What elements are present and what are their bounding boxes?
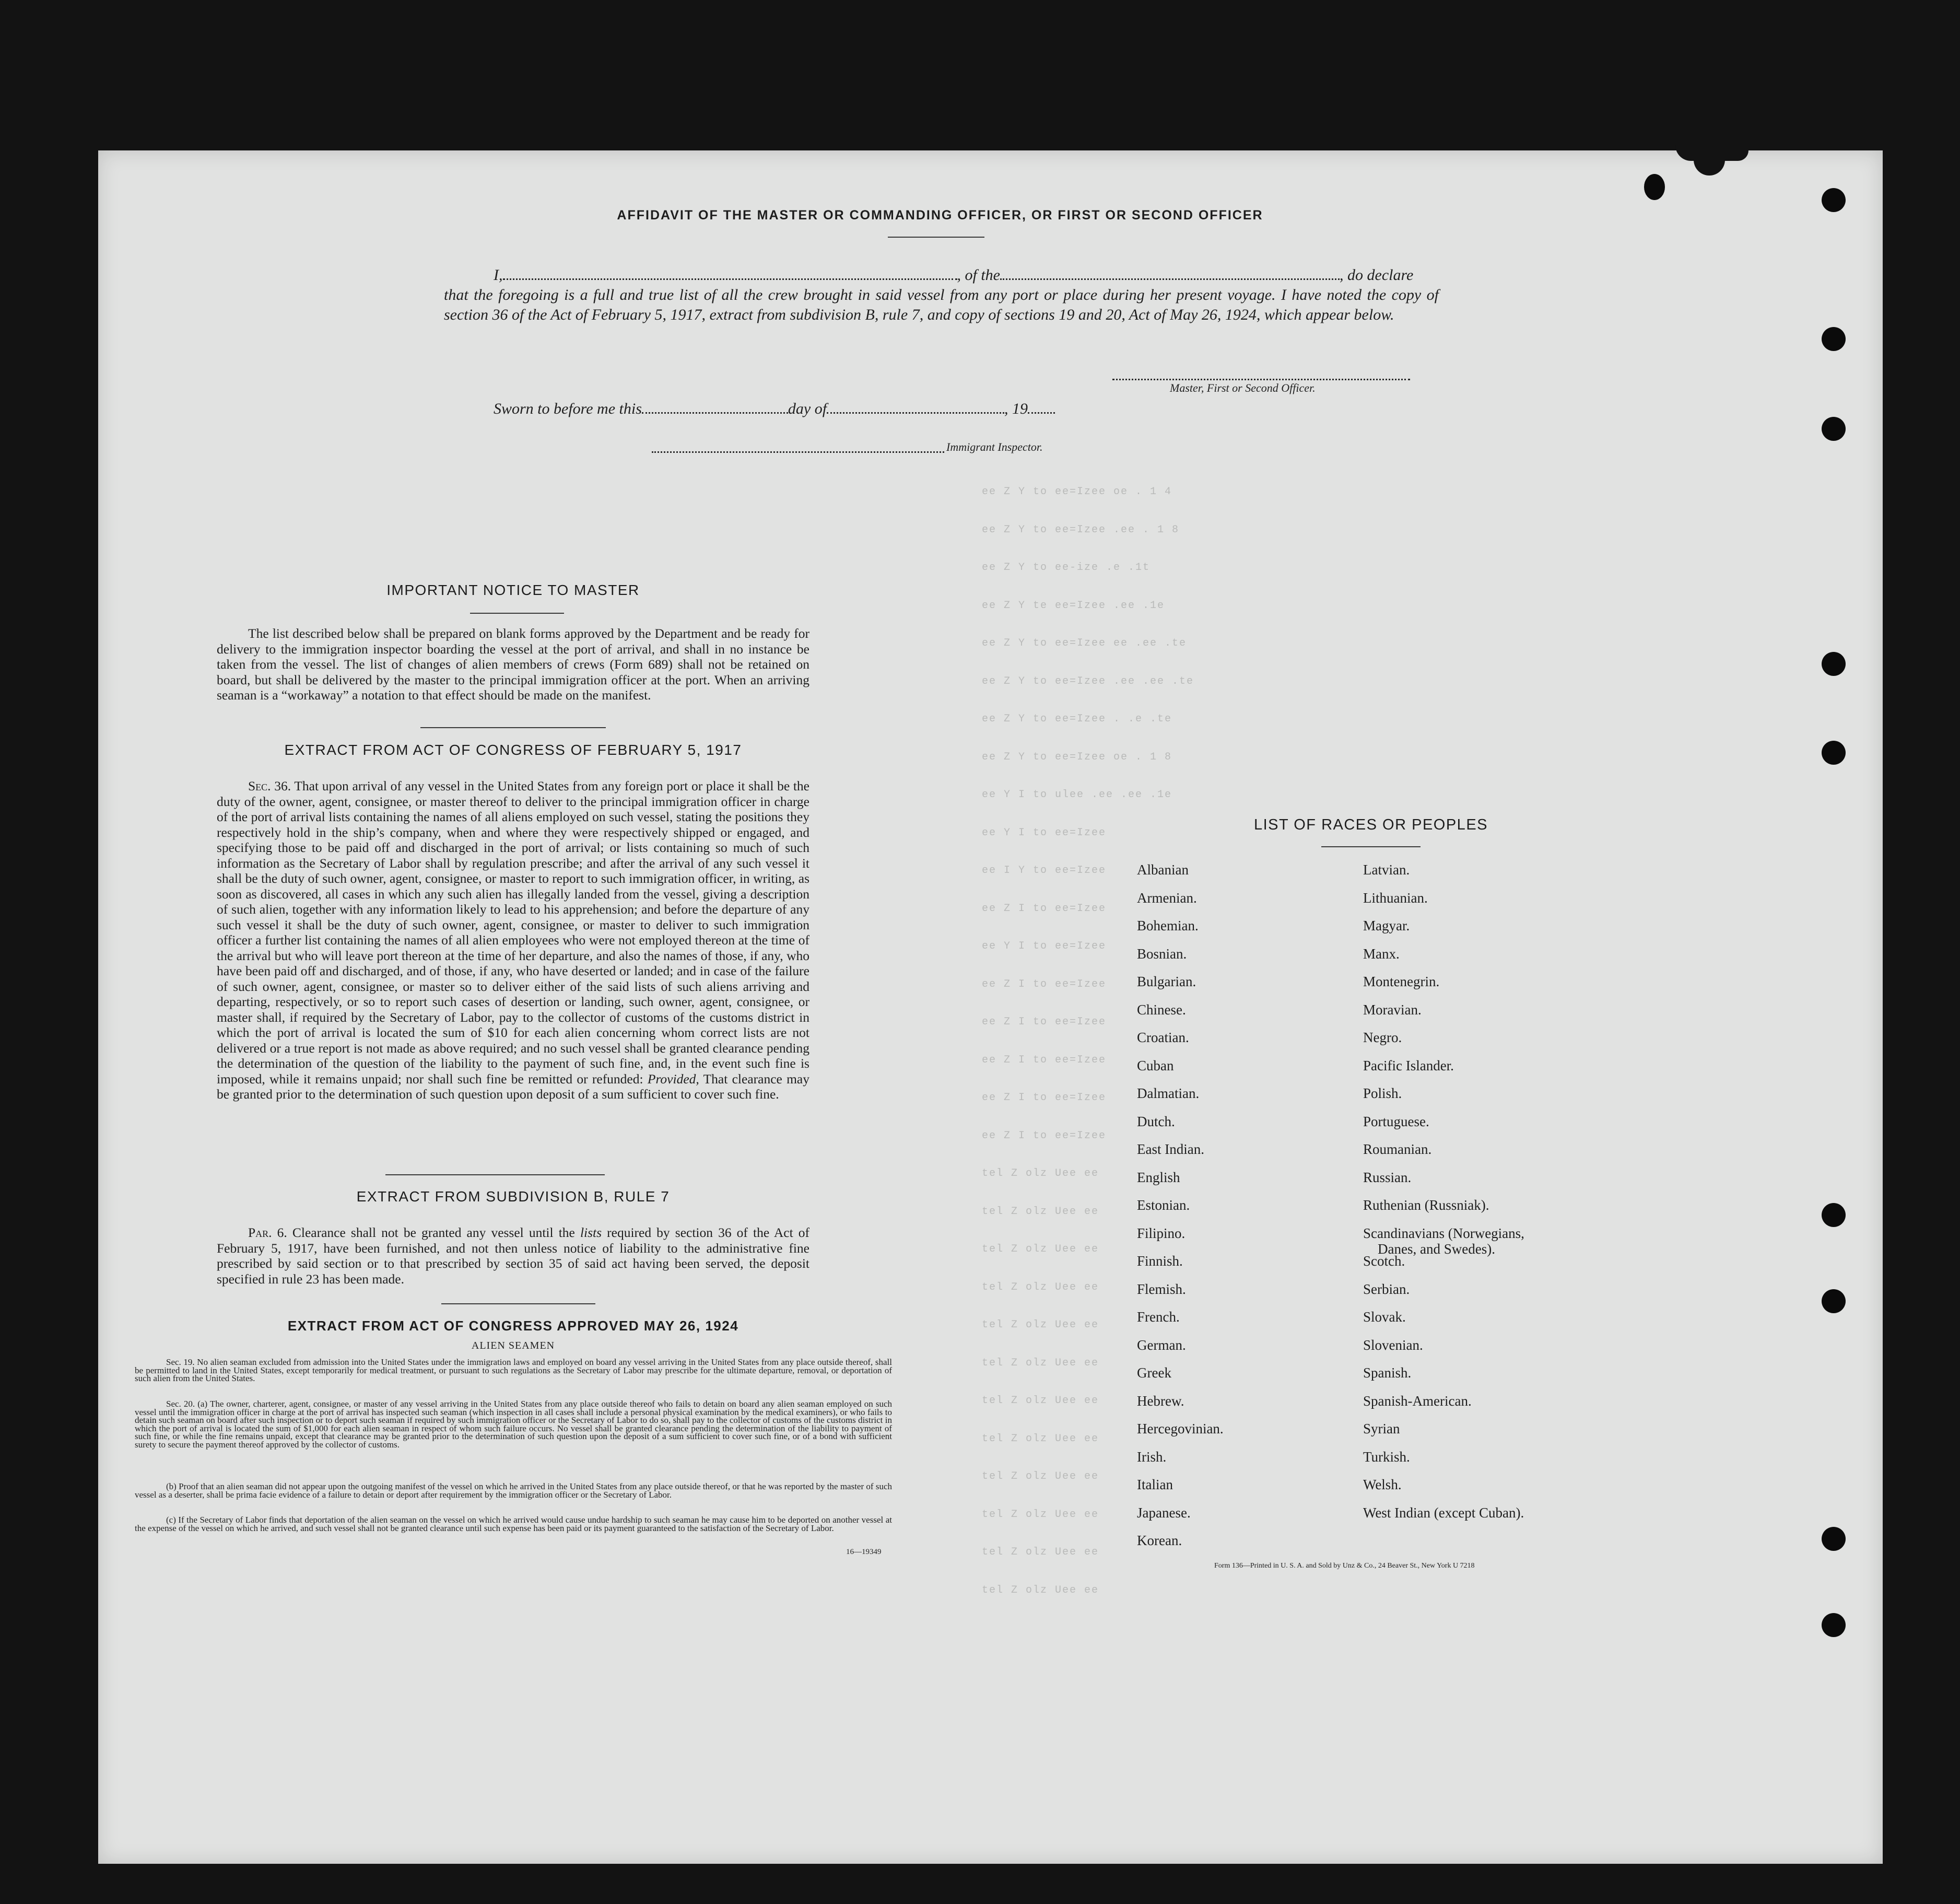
race-item: Roumanian.	[1363, 1141, 1432, 1157]
inspector-label: Immigrant Inspector.	[946, 440, 1043, 453]
race-item: Negro.	[1363, 1030, 1402, 1045]
race-item: Portuguese.	[1363, 1113, 1429, 1129]
race-item: Lithuanian.	[1363, 890, 1428, 906]
race-item: Finnish.	[1137, 1253, 1183, 1269]
punch-hole	[1822, 1527, 1846, 1551]
subdivision-b-body	[217, 1225, 809, 1287]
race-item: German.	[1137, 1337, 1186, 1353]
affidavit-declaration: that the foregoing is a full and true list of all the crew brought in said vessel from any port or place during her present voyage. I have noted the copy of section 36 of the Act of February 5, 1917, extract from subdivision B, rule 7, and copy of sections 19 and 20, Act of May 26, 1924, which appear below.	[444, 286, 1439, 323]
bleed-through-row: ee I Y to ee=Izee	[982, 865, 1107, 877]
race-item: Hercegovinian.	[1137, 1421, 1224, 1436]
race-item: Turkish.	[1363, 1449, 1410, 1465]
sec-36-text: That upon arrival of any vessel in the United States from any foreign port or place it shall be the duty of the owner, agent, consignee, or master thereof to deliver to the principal immigration officer in charge of the port of arrival lists containing the names of all aliens employed on such vessel, stating the positions they respectively hold in the ship’s company, when and where they were respectively shipped or engaged, and specifying those to be paid off and discharged in the port of arrival; or lists containing so much of such information as the Secretary of Labor shall by regulation prescribe; and after the arrival of any such vessel it shall be the duty of such owner, agent, consignee, or master to report to such immigration officer, in writing, as soon as discovered, all cases in which any such alien has illegally landed from the vessel, giving a description of such alien, together with any information likely to lead to his apprehension; and before the departure of any such vessel it shall be the duty of such owner, agent, consignee, or master to deliver to such immigration officer a further list containing the names of all alien employees who were not employed thereon at the time of the arrival but who will leave port thereon at the time of her departure, and also the names of those, if any, who have been paid off and discharged, and of those, if any, who have deserted or landed; and in case of the failure of such owner, agent, consignee, or master so to deliver either of the said lists of such aliens arriving and departing, respectively, or so to report such cases of desertion or landing, such owner, agent, consignee, or master shall, if required by the Secretary of Labor, pay to the collector of customs of the customs district in which the port of arrival is located the sum of $10 for each alien concerning whom correct lists are not delivered or a true report is not made as above required; and no such vessel shall be granted clearance pending the determination of the question of the liability to the payment of such fine, and, in the event such fine is imposed, while it remains unpaid; nor shall such fine be remitted or refunded:	[217, 778, 809, 1087]
bleed-through-row: tel Z olz Uee ee	[982, 1243, 1099, 1255]
race-item: French.	[1137, 1309, 1180, 1325]
divider-rule	[420, 727, 606, 728]
master-signature-line[interactable]	[1112, 379, 1410, 380]
bleed-through-row: tel Z olz Uee ee	[982, 1508, 1099, 1521]
bleed-through-row: ee Y I to ee=Izee	[982, 940, 1107, 952]
bleed-through-row: ee Z Y to ee=Izee .ee .ee .te	[982, 675, 1194, 687]
extract-1917-title: EXTRACT FROM ACT OF CONGRESS OF FEBRUARY 5, 1917	[284, 742, 742, 758]
bleed-through-row: ee Z Y to ee=Izee oe . 1 4	[982, 486, 1172, 498]
sec-20c-text: (c) If the Secretary of Labor finds that deportation of the alien seaman on the vessel on which he arrived would cause undue hardship to such seaman he may cause him to be deported on another vessel at the expense of the vessel on which he arrived, and such vessel shall not be granted clearance until such expense has been paid or its payment guaranteed to the satisfaction of the Secretary of Labor.	[135, 1515, 892, 1533]
bleed-through-row: ee Z Y to ee=Izee . .e .te	[982, 713, 1172, 725]
race-item: Dalmatian.	[1137, 1085, 1200, 1101]
punch-hole	[1822, 1203, 1846, 1227]
race-item: Bulgarian.	[1137, 974, 1196, 989]
race-item: Montenegrin.	[1363, 974, 1440, 989]
bleed-through-row: ee Z I to ee=Izee	[982, 978, 1107, 990]
race-item: Slovenian.	[1363, 1337, 1423, 1353]
notice-rule	[470, 613, 564, 614]
punch-hole	[1822, 652, 1846, 676]
bleed-through-row: tel Z olz Uee ee	[982, 1584, 1099, 1596]
subdivision-b-title: EXTRACT FROM SUBDIVISION B, RULE 7	[356, 1188, 670, 1205]
race-item: Latvian.	[1363, 862, 1410, 878]
bleed-through-row: ee Y I to ee=Izee	[982, 826, 1107, 839]
torn-edge	[1694, 156, 1725, 176]
race-item: Estonian.	[1137, 1197, 1190, 1213]
race-item: Chinese.	[1137, 1001, 1186, 1018]
par-6-text-pre: Clearance shall not be granted any vessel until the	[292, 1225, 575, 1240]
race-item: English	[1137, 1169, 1180, 1185]
race-item: Welsh.	[1363, 1477, 1402, 1492]
race-item: Irish.	[1137, 1449, 1167, 1465]
bleed-through-row: tel Z olz Uee ee	[982, 1432, 1099, 1445]
inspector-signature-line[interactable]	[652, 451, 944, 453]
race-item: Pacific Islander.	[1363, 1057, 1454, 1073]
race-item: Spanish-American.	[1363, 1393, 1472, 1409]
punch-hole	[1644, 174, 1665, 200]
race-item: Russian.	[1363, 1169, 1412, 1185]
title-rule	[888, 237, 984, 238]
race-item: Scandinavians (Norwegians,	[1363, 1225, 1524, 1241]
bleed-through-row: tel Z olz Uee ee	[982, 1470, 1099, 1482]
sec-36-label: Sec. 36.	[248, 778, 291, 793]
punch-hole	[1822, 741, 1846, 765]
name-blank[interactable]	[503, 278, 957, 280]
race-item: Cuban	[1137, 1057, 1174, 1073]
bleed-through-row: ee Z I to ee=Izee	[982, 1054, 1107, 1066]
punch-hole	[1822, 1613, 1846, 1637]
race-item: Dutch.	[1137, 1113, 1175, 1129]
race-item: Moravian.	[1363, 1001, 1422, 1018]
race-item: Spanish.	[1363, 1365, 1412, 1381]
race-item-continued: Danes, and Swedes).	[1378, 1241, 1495, 1257]
bleed-through-row: tel Z olz Uee ee	[982, 1281, 1099, 1293]
punch-hole	[1822, 1289, 1846, 1313]
bleed-through-row: tel Z olz Uee ee	[982, 1319, 1099, 1331]
divider-rule	[441, 1303, 595, 1304]
race-item: Bohemian.	[1137, 918, 1199, 933]
proviso-label: Provided,	[647, 1071, 699, 1087]
race-item: Manx.	[1363, 945, 1400, 962]
race-item: Albanian	[1137, 862, 1189, 878]
bleed-through-row: ee Z I to ee=Izee	[982, 902, 1107, 915]
sworn-day-of: day of	[788, 400, 827, 417]
race-item: Filipino.	[1137, 1225, 1186, 1241]
bleed-through-row: tel Z olz Uee ee	[982, 1395, 1099, 1407]
race-item: Polish.	[1363, 1085, 1402, 1101]
bleed-through-row: ee Z Y te ee=Izee .ee .1e	[982, 599, 1165, 612]
race-item: Armenian.	[1137, 890, 1197, 906]
form-number: 16—19349	[846, 1548, 882, 1556]
races-title: LIST OF RACES OR PEOPLES	[1253, 816, 1488, 833]
printer-imprint: Form 136—Printed in U. S. A. and Sold by Unz & Co., 24 Beaver St., New York U 7218	[1214, 1562, 1475, 1570]
race-item: Bosnian.	[1137, 945, 1187, 962]
affidavit-title: AFFIDAVIT OF THE MASTER OR COMMANDING OFFICER, OR FIRST OR SECOND OFFICER	[617, 208, 1263, 223]
bleed-through-row: tel Z olz Uee ee	[982, 1357, 1099, 1369]
sec-19-text: Sec. 19. No alien seaman excluded from admission into the United States under the immigration laws and employed on board any vessel arriving in the United States from any place outside thereof, shall be permitted to land in the United States, except temporarily for medical treatment, or pursuant to such regulations as the Secretary of Labor may prescribe for the ultimate departure, removal, or deportation of such alien from the United States.	[135, 1357, 892, 1383]
race-item: Croatian.	[1137, 1030, 1189, 1045]
race-item: East Indian.	[1137, 1141, 1204, 1157]
par-6-text-post: required by section 36 of the Act of February 5, 1917, have been furnished, and not then unless notice of liability to the administrative fine prescribed by said section or to that prescribed by section 35 of said act having been served, the deposit specified in rule 23 has been made.	[217, 1225, 810, 1287]
race-item: Korean.	[1137, 1533, 1182, 1548]
affidavit-do-declare: , do declare	[1340, 266, 1414, 284]
punch-hole	[1822, 417, 1846, 441]
affidavit-i: I,	[494, 266, 503, 284]
race-item: Ruthenian (Russniak).	[1363, 1197, 1489, 1213]
bleed-through-row: tel Z olz Uee ee	[982, 1546, 1099, 1558]
master-signature-label: Master, First or Second Officer.	[1170, 381, 1316, 394]
proviso-text: That clearance may be granted prior to the determination of such question upon deposit of a sum sufficient to cover such fine.	[217, 1071, 810, 1102]
race-item: Greek	[1137, 1365, 1171, 1381]
punch-hole	[1822, 327, 1846, 351]
sworn-year: , 19	[1004, 400, 1028, 417]
affidavit-of-the: , of the	[957, 266, 1000, 284]
bleed-through-row: ee Z Y to ee-ize .e .1t	[982, 562, 1151, 574]
sec-20a-text: Sec. 20. (a) The owner, charterer, agent, consignee, or master of any vessel arriving in the United States from any place outside thereof who fails to detain on board any alien seaman employed on such vessel until the immigration officer in charge at the port of arrival has inspected such seaman (which inspection in all cases shall include a personal physical examination by the medical examiners), or who fails to detain such seaman on board after such inspection or to deport such seaman if required by such immigration officer or the Secretary of Labor to do so, shall pay to the collector of customs of the customs district in which the port of arrival is located the sum of $1,000 for each alien seaman in respect of whom such failure occurs. No vessel shall be granted clearance pending the determination of the liability to payment of such fine, or while the fine remains unpaid, except that clearance may be granted prior to the determination of such question upon the deposit of a sum sufficient to cover such fine, or of a bond with sufficient surety to secure the payment thereof approved by the collector of customs.	[135, 1399, 892, 1450]
divider-rule	[385, 1174, 605, 1175]
race-item: Japanese.	[1137, 1504, 1191, 1521]
race-item: Serbian.	[1363, 1281, 1410, 1297]
races-rule	[1321, 846, 1421, 847]
lists-word: lists	[580, 1225, 602, 1240]
extract-1917-body	[217, 778, 809, 1102]
par-6-label: Par. 6.	[248, 1225, 287, 1240]
sworn-line	[494, 400, 1055, 418]
sworn-prefix: Sworn to before me this	[494, 400, 642, 417]
bleed-through-row: ee Y I to ulee .ee .ee .1e	[982, 789, 1172, 801]
bleed-through-row: tel Z olz Uee ee	[982, 1205, 1099, 1218]
race-item: Hebrew.	[1137, 1393, 1184, 1409]
affidavit-body	[444, 265, 1439, 325]
bleed-through-row: ee Z I to ee=Izee	[982, 1129, 1107, 1142]
race-item: Flemish.	[1137, 1281, 1186, 1297]
sworn-month-blank[interactable]	[827, 412, 1004, 414]
alien-seamen-subtitle: ALIEN SEAMEN	[471, 1340, 555, 1351]
sworn-day-blank[interactable]	[642, 412, 788, 414]
sec-20b-text: (b) Proof that an alien seaman did not appear upon the outgoing manifest of the vessel on which he arrived in the United States from any place outside thereof, or that he was reported by the master of such vessel as a deserter, shall be prima facie evidence of a failure to detain or deport after requirement by the immigration officer or the Secretary of Labor.	[135, 1481, 892, 1500]
race-item: West Indian (except Cuban).	[1363, 1504, 1524, 1521]
bleed-through-row: ee Z Y to ee=Izee .ee . 1 8	[982, 523, 1180, 536]
punch-hole	[1822, 188, 1846, 212]
bleed-through-row: ee Z I to ee=Izee	[982, 1092, 1107, 1104]
extract-1924-title: EXTRACT FROM ACT OF CONGRESS APPROVED MAY 26, 1924	[287, 1318, 739, 1334]
bleed-through-row: ee Z Y to ee=Izee ee .ee .te	[982, 637, 1187, 649]
race-item: Scotch.	[1363, 1253, 1405, 1269]
notice-body: The list described below shall be prepared on blank forms approved by the Department and be ready for delivery to the immigration inspector boarding the vessel at the port of arrival, and shall in no instance be taken from the vessel. The list of changes of alien members of crews (Form 689) shall not be retained on board, but shall be delivered by the master to the principal immigration officer at the port. When an arriving seaman is a “workaway” a notation to that effect should be made on the manifest.	[217, 626, 809, 703]
race-item: Italian	[1137, 1477, 1173, 1492]
vessel-blank[interactable]	[1000, 278, 1340, 280]
notice-title: IMPORTANT NOTICE TO MASTER	[386, 582, 640, 598]
bleed-through-row: ee Z Y to ee=Izee oe . 1 8	[982, 751, 1172, 763]
race-item: Syrian	[1363, 1421, 1400, 1436]
race-item: Magyar.	[1363, 918, 1410, 933]
bleed-through-row: ee Z I to ee=Izee	[982, 1016, 1107, 1028]
sworn-year-blank[interactable]	[1028, 412, 1055, 414]
race-item: Slovak.	[1363, 1309, 1406, 1325]
bleed-through-row: tel Z olz Uee ee	[982, 1167, 1099, 1179]
